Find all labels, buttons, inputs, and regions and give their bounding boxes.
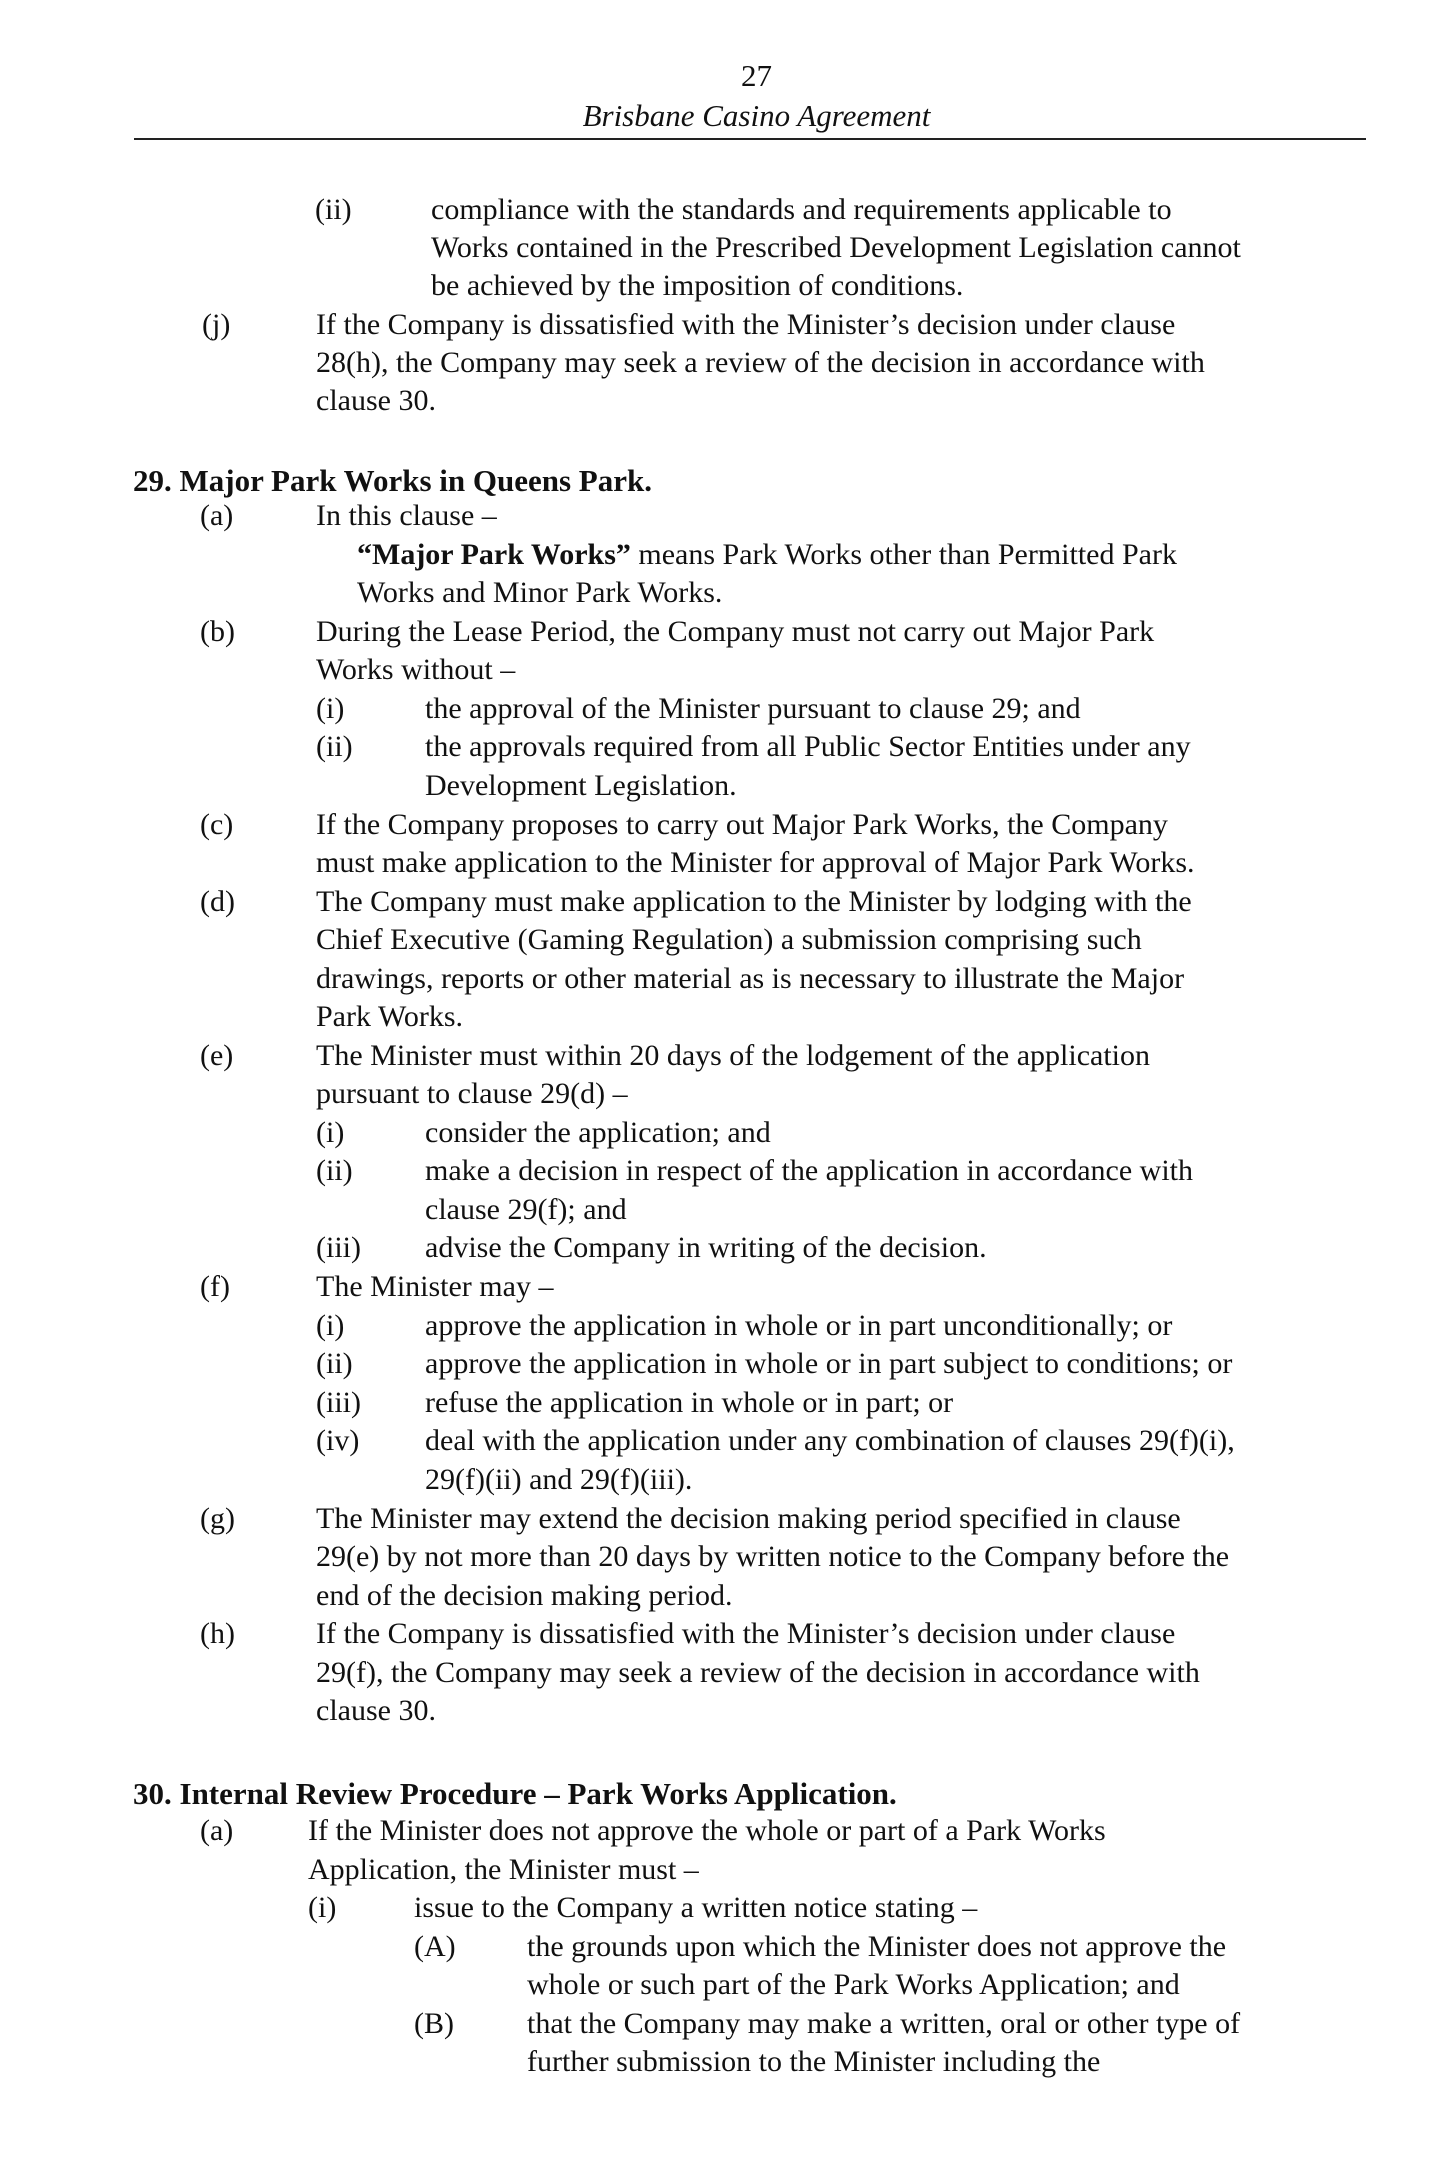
clause-29-heading: 29. Major Park Works in Queens Park. xyxy=(133,463,652,498)
clause-29-b-i-line: the approval of the Minister pursuant to clause 29; and xyxy=(425,692,1081,725)
clause-29-f-iii-line: refuse the application in whole or in part; or xyxy=(425,1386,954,1419)
clause-30-a-i-B-line: further submission to the Minister including the xyxy=(527,2045,1101,2078)
clause-28-j-line: If the Company is dissatisfied with the Minister’s decision under clause xyxy=(316,308,1176,341)
clause-30-a-label: (a) xyxy=(200,1814,234,1847)
clause-28-ii-line: compliance with the standards and requirements applicable to xyxy=(431,193,1172,226)
clause-29-f-line: The Minister may – xyxy=(316,1270,554,1303)
clause-29-a-label: (a) xyxy=(200,499,234,532)
page-number: 27 xyxy=(741,58,772,93)
clause-29-h-label: (h) xyxy=(200,1617,235,1650)
clause-29-h-line: clause 30. xyxy=(316,1694,436,1727)
clause-29-d-label: (d) xyxy=(200,885,235,918)
running-title: Brisbane Casino Agreement xyxy=(582,98,931,133)
clause-29-f-ii-label: (ii) xyxy=(316,1347,353,1380)
clause-29-f-iv-label: (iv) xyxy=(316,1424,360,1457)
clause-28-j-line: 28(h), the Company may seek a review of the decision in accordance with xyxy=(316,346,1205,379)
clause-29-f-label: (f) xyxy=(200,1270,230,1303)
clause-30-a-i-label: (i) xyxy=(308,1891,337,1924)
clause-28-ii-line: be achieved by the imposition of conditions. xyxy=(431,269,964,302)
clause-29-g-line: The Minister may extend the decision making period specified in clause xyxy=(316,1502,1181,1535)
clause-29-e-line: The Minister must within 20 days of the lodgement of the application xyxy=(316,1039,1151,1072)
clause-30-a-i-A-line: whole or such part of the Park Works Application; and xyxy=(527,1968,1180,2001)
clause-28-j-line: clause 30. xyxy=(316,384,436,417)
clause-29-f-i-label: (i) xyxy=(316,1309,345,1342)
clause-29-b-ii-line: Development Legislation. xyxy=(425,769,737,802)
clause-29-f-iv-line: 29(f)(ii) and 29(f)(iii). xyxy=(425,1463,693,1496)
clause-29-b-ii-label: (ii) xyxy=(316,730,353,763)
clause-29-e-i-line: consider the application; and xyxy=(425,1116,771,1149)
defined-term: “Major Park Works” xyxy=(357,538,631,571)
clause-29-f-iii-label: (iii) xyxy=(316,1386,361,1419)
clause-29-g-label: (g) xyxy=(200,1502,235,1535)
clause-29-d-line: The Company must make application to the Minister by lodging with the xyxy=(316,885,1192,918)
clause-29-e-i-label: (i) xyxy=(316,1116,345,1149)
clause-28-ii-label: (ii) xyxy=(315,193,352,226)
clause-29-e-ii-line: clause 29(f); and xyxy=(425,1193,627,1226)
clause-29-e-iii-label: (iii) xyxy=(316,1231,361,1264)
clause-29-f-i-line: approve the application in whole or in part unconditionally; or xyxy=(425,1309,1173,1342)
clause-29-h-line: 29(f), the Company may seek a review of the decision in accordance with xyxy=(316,1656,1200,1689)
clause-30-a-line: Application, the Minister must – xyxy=(308,1853,699,1886)
clause-29-g-line: 29(e) by not more than 20 days by written notice to the Company before the xyxy=(316,1540,1230,1573)
definition-text: Works and Minor Park Works. xyxy=(357,576,723,609)
clause-29-c-line: If the Company proposes to carry out Major Park Works, the Company xyxy=(316,808,1168,841)
clause-30-a-i-A-label: (A) xyxy=(414,1930,456,1963)
clause-30-a-i-A-line: the grounds upon which the Minister does not approve the xyxy=(527,1930,1227,1963)
clause-29-f-iv-line: deal with the application under any combination of clauses 29(f)(i), xyxy=(425,1424,1235,1457)
clause-29-d-line: Park Works. xyxy=(316,1000,464,1033)
clause-29-e-label: (e) xyxy=(200,1039,234,1072)
clause-30-a-i-B-label: (B) xyxy=(414,2007,454,2040)
clause-29-f-ii-line: approve the application in whole or in part subject to conditions; or xyxy=(425,1347,1233,1380)
header-rule xyxy=(134,138,1366,140)
clause-30-heading: 30. Internal Review Procedure – Park Works Application. xyxy=(133,1776,897,1811)
clause-29-d-line: Chief Executive (Gaming Regulation) a submission comprising such xyxy=(316,923,1142,956)
clause-29-b-line: During the Lease Period, the Company must not carry out Major Park xyxy=(316,615,1155,648)
clause-29-b-label: (b) xyxy=(200,615,235,648)
clause-29-e-ii-label: (ii) xyxy=(316,1154,353,1187)
clause-29-h-line: If the Company is dissatisfied with the Minister’s decision under clause xyxy=(316,1617,1176,1650)
clause-29-g-line: end of the decision making period. xyxy=(316,1579,733,1612)
clause-28-j-label: (j) xyxy=(202,308,231,341)
clause-29-b-i-label: (i) xyxy=(316,692,345,725)
clause-29-e-line: pursuant to clause 29(d) – xyxy=(316,1077,628,1110)
clause-30-a-i-line: issue to the Company a written notice stating – xyxy=(414,1891,978,1924)
clause-29-b-line: Works without – xyxy=(316,653,516,686)
clause-28-ii-line: Works contained in the Prescribed Development Legislation cannot xyxy=(431,231,1241,264)
clause-29-e-ii-line: make a decision in respect of the application in accordance with xyxy=(425,1154,1194,1187)
major-park-works-definition xyxy=(357,536,1177,574)
clause-30-a-line: If the Minister does not approve the whole or part of a Park Works xyxy=(308,1814,1106,1847)
clause-29-d-line: drawings, reports or other material as is necessary to illustrate the Major xyxy=(316,962,1185,995)
clause-29-b-ii-line: the approvals required from all Public Sector Entities under any xyxy=(425,730,1191,763)
clause-30-a-i-B-line: that the Company may make a written, oral or other type of xyxy=(527,2007,1241,2040)
clause-29-c-line: must make application to the Minister for approval of Major Park Works. xyxy=(316,846,1195,879)
clause-29-c-label: (c) xyxy=(200,808,234,841)
definition-text: means Park Works other than Permitted Park xyxy=(630,538,1177,571)
clause-29-a-line: In this clause – xyxy=(316,499,497,532)
clause-29-e-iii-line: advise the Company in writing of the decision. xyxy=(425,1231,987,1264)
